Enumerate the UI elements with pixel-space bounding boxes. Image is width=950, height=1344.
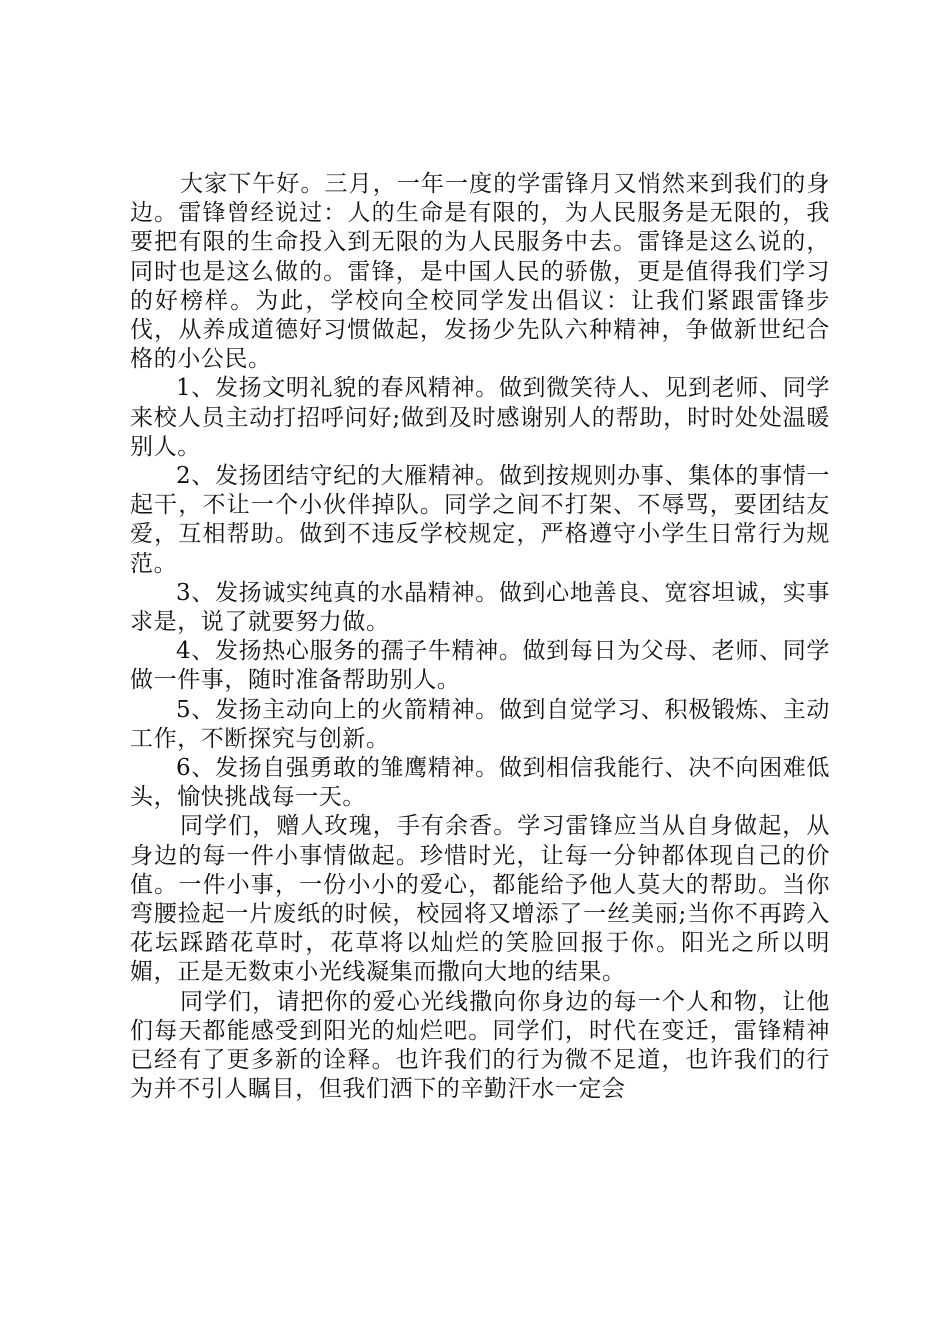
- paragraph-item-4: 4、发扬热心服务的孺子牛精神。做到每日为父母、老师、同学做一件事，随时准备帮助别人。: [130, 638, 830, 694]
- paragraph-roses: 同学们，赠人玫瑰，手有余香。学习雷锋应当从自身做起，从身边的每一件小事情做起。珍惜时光，让每一分钟都体现自己的价值。一件小事，一份小小的爱心，都能给予他人莫大的帮助。当你弯腰捡起一片废纸的时候，校园将又增添了一丝美丽;当你不再跨入花坛踩踏花草时，花草将以灿烂的笑脸回报于你。阳光之所以明媚，正是无数束小光线凝集而撒向大地的结果。: [130, 813, 830, 986]
- paragraph-closing: 同学们，请把你的爱心光线撒向你身边的每一个人和物，让他们每天都能感受到阳光的灿烂吧。同学们，时代在变迁，雷锋精神已经有了更多新的诠释。也许我们的行为微不足道，也许我们的行为并不引人瞩目，但我们洒下的辛勤汗水一定会: [130, 988, 830, 1103]
- paragraph-item-2: 2、发扬团结守纪的大雁精神。做到按规则办事、集体的事情一起干，不让一个小伙伴掉队。同学之间不打架、不辱骂，要团结友爱，互相帮助。做到不违反学校规定，严格遵守小学生日常行为规范。: [130, 463, 830, 577]
- paragraph-item-5: 5、发扬主动向上的火箭精神。做到自觉学习、积极锻炼、主动工作，不断探究与创新。: [130, 696, 830, 752]
- document-body: [130, 170, 830, 1105]
- paragraph-item-6: 6、发扬自强勇敢的雏鹰精神。做到相信我能行、决不向困难低头，愉快挑战每一天。: [130, 755, 830, 811]
- paragraph-intro: 大家下午好。三月，一年一度的学雷锋月又悄然来到我们的身边。雷锋曾经说过：人的生命是有限的，为人民服务是无限的，我要把有限的生命投入到无限的为人民服务中去。雷锋是这么说的，同时也是这么做的。雷锋，是中国人民的骄傲，更是值得我们学习的好榜样。为此，学校向全校同学发出倡议：让我们紧跟雷锋步伐，从养成道德好习惯做起，发扬少先队六种精神，争做新世纪合格的小公民。: [130, 171, 830, 373]
- paragraph-item-1: 1、发扬文明礼貌的春风精神。做到微笑待人、见到老师、同学来校人员主动打招呼问好;做到及时感谢别人的帮助，时时处处温暖别人。: [130, 375, 830, 460]
- paragraph-item-3: 3、发扬诚实纯真的水晶精神。做到心地善良、宽容坦诚，实事求是，说了就要努力做。: [130, 579, 830, 636]
